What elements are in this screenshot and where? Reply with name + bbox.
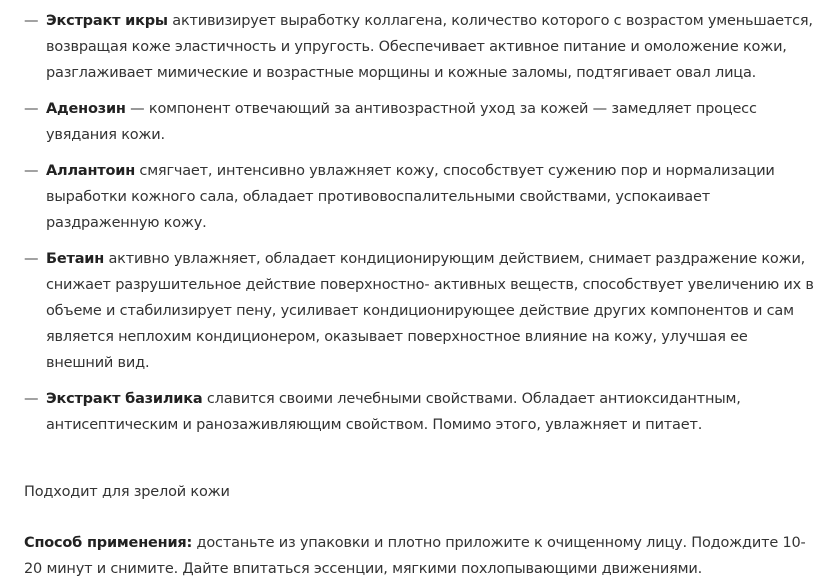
ingredient-name: Аденозин: [46, 101, 126, 117]
ingredient-description: активно увлажняет, обладает кондиционирующим действием, снимает раздражение кожи, снижает разрушительное действие поверхностно- активных веществ, способствует увеличению их в объеме и стабилизирует пену, усиливает кондиционирующее действие других компонентов и сам является неплохим кондиционером, оказывает поверхностное влияние на кожу, улучшая ее внешний вид.: [46, 251, 814, 371]
ingredient-name: Экстракт базилика: [46, 391, 203, 407]
ingredient-item-adenosine: [24, 96, 814, 148]
ingredient-item-allantoin: [24, 158, 814, 236]
usage-instructions: [24, 530, 814, 582]
list-dash: —: [24, 391, 39, 407]
list-dash: —: [24, 251, 39, 267]
skin-type-note: Подходит для зрелой кожи: [24, 484, 230, 500]
usage-text: достаньте из упаковки и плотно приложите к очищенному лицу. Подождите 10-20 минут и снимите. Дайте впитаться эссенции, мягкими похлопывающими движениями.: [24, 535, 806, 577]
ingredient-description: — компонент отвечающий за антивозрастной уход за кожей — замедляет процесс увядания кожи.: [46, 101, 757, 143]
ingredient-item-betaine: [24, 246, 814, 376]
list-dash: —: [24, 163, 39, 179]
ingredient-description: славится своими лечебными свойствами. Обладает антиоксидантным, антисептическим и ранозаживляющим свойством. Помимо этого, увлажняет и питает.: [46, 391, 741, 433]
ingredient-name: Экстракт икры: [46, 13, 168, 29]
list-dash: —: [24, 101, 39, 117]
ingredient-list: [24, 8, 814, 448]
ingredient-item-basil-extract: [24, 386, 814, 438]
list-dash: —: [24, 13, 39, 29]
ingredient-name: Бетаин: [46, 251, 105, 267]
ingredient-item-caviar-extract: [24, 8, 814, 86]
ingredient-name: Аллантоин: [46, 163, 136, 179]
ingredient-description: активизирует выработку коллагена, количество которого с возрастом уменьшается, возвращая коже эластичность и упругость. Обеспечивает активное питание и омоложение кожи, разглаживает мимические и возрастные морщины и кожные заломы, подтягивает овал лица.: [46, 13, 813, 81]
ingredient-description: смягчает, интенсивно увлажняет кожу, способствует сужению пор и нормализации выработки кожного сала, обладает противовоспалительными свойствами, успокаивает раздраженную кожу.: [46, 163, 775, 231]
usage-label: Способ применения:: [24, 535, 193, 551]
